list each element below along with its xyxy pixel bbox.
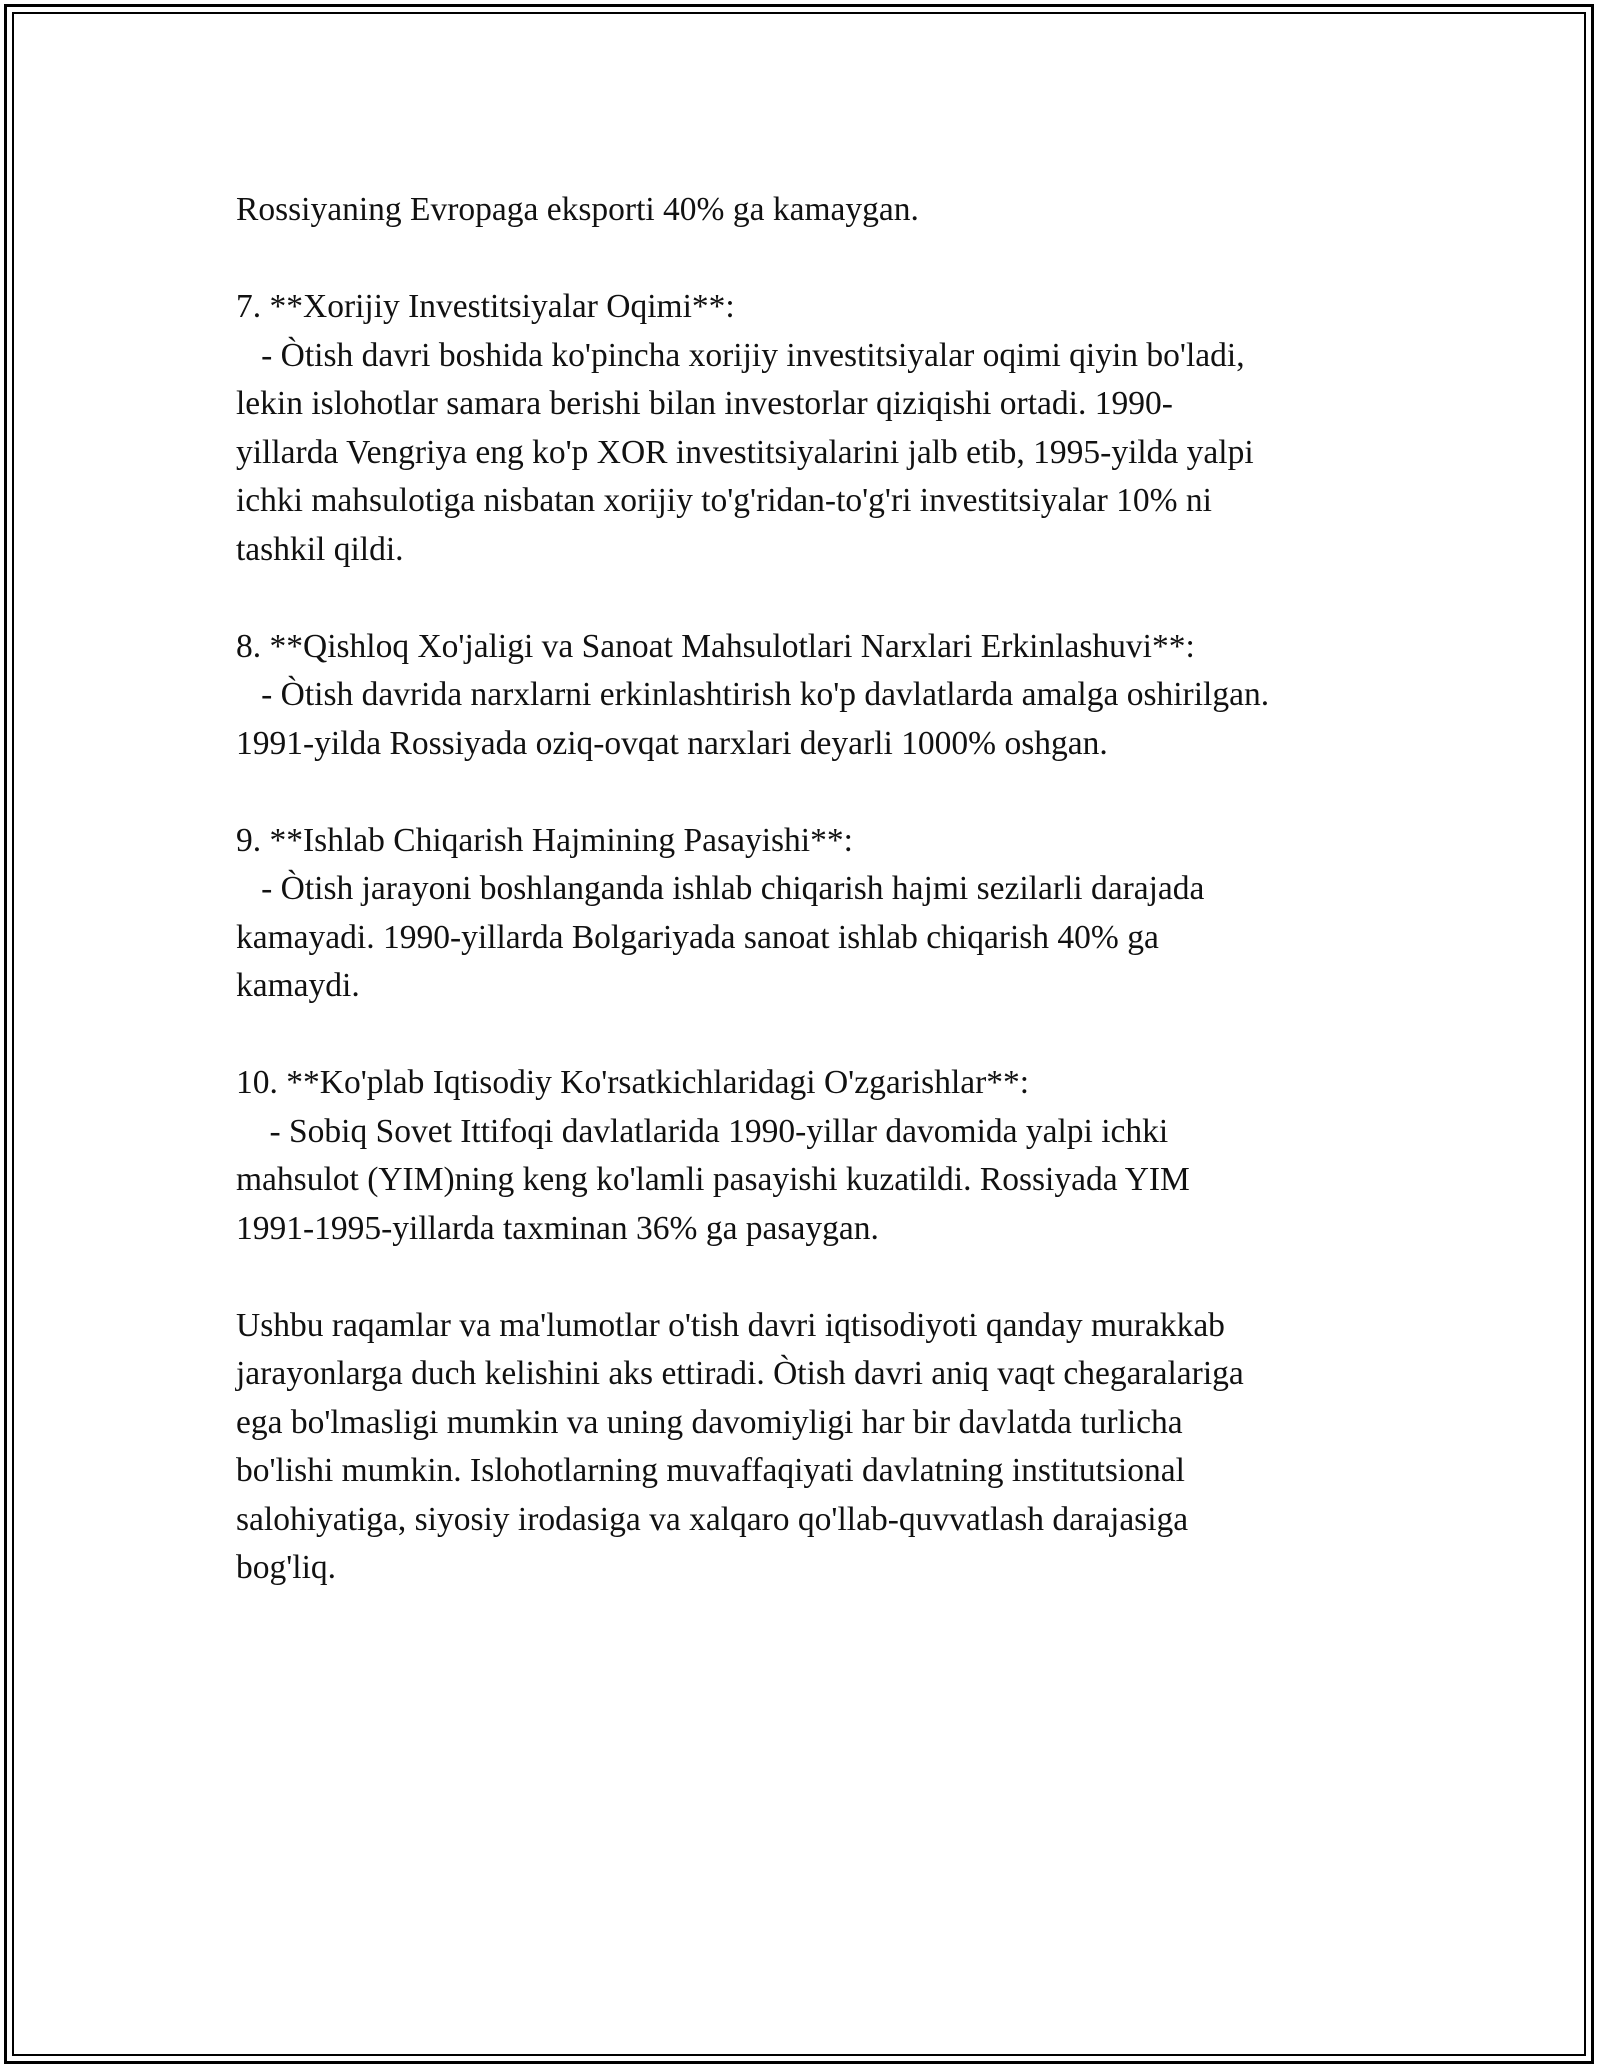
text-line: Rossiyaning Evropaga eksporti 40% ga kamaygan. — [236, 191, 919, 228]
text-line: bo'lishi mumkin. Islohotlarning muvaffaqiyati davlatning institutsional — [236, 1452, 1185, 1489]
text-line: yillarda Vengriya eng ko'p XOR investitsiyalarini jalb etib, 1995-yilda yalpi — [236, 433, 1254, 471]
section-heading: 8. **Qishloq Xo'jaligi va Sanoat Mahsulotlari Narxlari Erkinlashuvi**: — [236, 627, 1195, 665]
text-line: bog'liq. — [236, 1549, 337, 1586]
text-line: - Òtish jarayoni boshlanganda ishlab chiqarish hajmi sezilarli darajada — [236, 870, 1205, 907]
paragraph-gap — [236, 1253, 1396, 1302]
paragraph-gap — [236, 574, 1396, 623]
text-line: - Sobiq Sovet Ittifoqi davlatlarida 1990-yillar davomida yalpi ichki — [236, 1112, 1169, 1150]
section-heading: 10. **Ko'plab Iqtisodiy Ko'rsatkichlaridagi O'zgarishlar**: — [236, 1064, 1030, 1101]
text-line: lekin islohotlar samara berishi bilan investorlar qiziqishi ortadi. 1990- — [236, 385, 1173, 422]
text-line: 1991-1995-yillarda taxminan 36% ga pasaygan. — [236, 1209, 879, 1247]
text-line: jarayonlarga duch kelishini aks ettiradi. Òtish davri aniq vaqt chegaralariga — [236, 1355, 1244, 1392]
text-line: kamayadi. 1990-yillarda Bolgariyada sanoat ishlab chiqarish 40% ga — [236, 918, 1159, 956]
text-line: - Òtish davri boshida ko'pincha xorijiy investitsiyalar oqimi qiyin bo'ladi, — [236, 336, 1245, 374]
text-line: ega bo'lmasligi mumkin va uning davomiyligi har bir davlatda turlicha — [236, 1403, 1183, 1441]
text-line: - Òtish davrida narxlarni erkinlashtirish ko'p davlatlarda amalga oshirilgan. — [236, 676, 1270, 713]
text-line: kamaydi. — [236, 967, 360, 1004]
text-line: Ushbu raqamlar va ma'lumotlar o'tish davri iqtisodiyoti qanday murakkab — [236, 1306, 1225, 1344]
text-line: ichki mahsulotiga nisbatan xorijiy to'g'ridan-to'g'ri investitsiyalar 10% ni — [236, 482, 1212, 519]
document-body — [236, 186, 1396, 1593]
text-line: 1991-yilda Rossiyada oziq-ovqat narxlari deyarli 1000% oshgan. — [236, 724, 1108, 762]
paragraph-gap — [236, 235, 1396, 284]
paragraph-gap — [236, 768, 1396, 817]
paragraph-gap — [236, 1011, 1396, 1060]
text-line: mahsulot (YIM)ning keng ko'lamli pasayishi kuzatildi. Rossiyada YIM — [236, 1161, 1190, 1198]
text-line: tashkil qildi. — [236, 530, 404, 568]
text-line: salohiyatiga, siyosiy irodasiga va xalqaro qo'llab-quvvatlash darajasiga — [236, 1500, 1189, 1538]
section-heading: 9. **Ishlab Chiqarish Hajmining Pasayishi**: — [236, 821, 853, 859]
section-heading: 7. **Xorijiy Investitsiyalar Oqimi**: — [236, 288, 735, 325]
